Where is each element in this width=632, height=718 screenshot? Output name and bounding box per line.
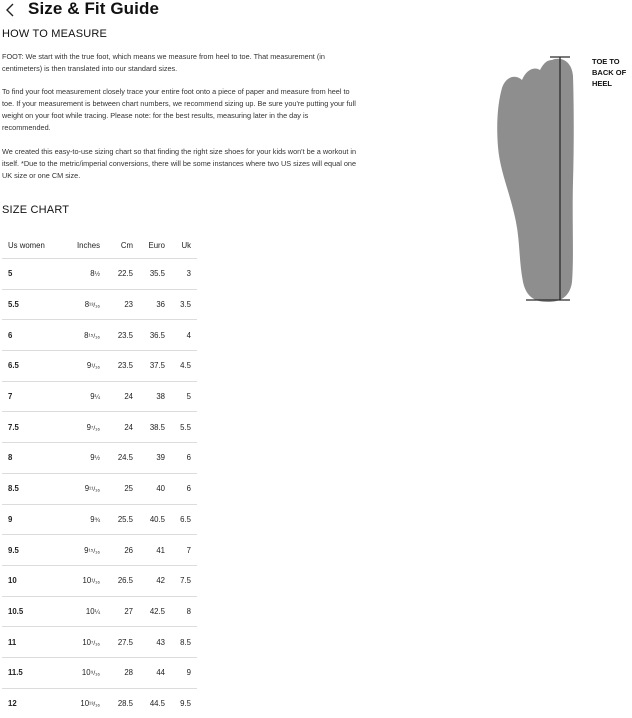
cell-us-women: 8 <box>2 443 68 474</box>
cell-uk: 4.5 <box>165 351 197 382</box>
cell-inches <box>68 657 100 688</box>
table-row <box>2 657 197 688</box>
cell-us-women: 10 <box>2 565 68 596</box>
inches-whole: 9 <box>90 453 94 462</box>
table-row <box>2 596 197 627</box>
tracing-paragraph: To find your foot measurement closely trace your entire foot onto a piece of paper and measure from heel to toe. If your measurement is between chart numbers, we recommend sizing up. Be sure you're putting your full weight on your foot while tracing. Please note: for the best results, measuring later in the day is recommended. <box>2 86 357 134</box>
inches-whole: 8 <box>84 331 88 340</box>
inches-fraction: ⁷/₁₆ <box>91 640 100 647</box>
column-header-uk: Uk <box>165 232 197 259</box>
inches-whole: 9 <box>84 546 88 555</box>
inches-fraction: ⁷/₁₆ <box>91 425 100 432</box>
inches-fraction: ¼ <box>95 609 100 616</box>
header-bar <box>0 0 632 20</box>
inches-whole: 9 <box>90 392 94 401</box>
cell-uk: 8 <box>165 596 197 627</box>
inches-fraction: ¹³/₁₆ <box>89 302 100 309</box>
cell-uk: 8.5 <box>165 627 197 658</box>
cell-inches <box>68 504 100 535</box>
table-row <box>2 443 197 474</box>
table-row <box>2 289 197 320</box>
cell-uk: 9.5 <box>165 688 197 718</box>
cell-us-women: 6 <box>2 320 68 351</box>
cell-us-women: 9 <box>2 504 68 535</box>
cell-us-women: 9.5 <box>2 535 68 566</box>
cell-inches <box>68 320 100 351</box>
inches-whole: 10 <box>82 668 91 677</box>
table-row <box>2 351 197 382</box>
cell-cm: 23 <box>100 289 133 320</box>
cell-uk: 9 <box>165 657 197 688</box>
table-row <box>2 473 197 504</box>
cell-us-women: 10.5 <box>2 596 68 627</box>
table-row <box>2 565 197 596</box>
cell-cm: 27 <box>100 596 133 627</box>
cell-inches <box>68 289 100 320</box>
back-button[interactable] <box>4 2 18 18</box>
cell-cm: 28.5 <box>100 688 133 718</box>
cell-euro: 43 <box>133 627 165 658</box>
cell-inches <box>68 259 100 290</box>
chart-note-paragraph: We created this easy-to-use sizing chart so that finding the right size shoes for your kids won't be a workout in itself. *Due to the metric/imperial conversions, there will be some instances where two US sizes will equal one UK size or one CM size. <box>2 146 357 182</box>
cell-uk: 4 <box>165 320 197 351</box>
table-row <box>2 535 197 566</box>
cell-inches <box>68 565 100 596</box>
cell-uk: 3 <box>165 259 197 290</box>
inches-fraction: ¼ <box>95 394 100 401</box>
inches-fraction: ¹/₁₆ <box>91 578 100 585</box>
cell-euro: 35.5 <box>133 259 165 290</box>
label-line-2: BACK OF <box>592 67 626 78</box>
cell-us-women: 6.5 <box>2 351 68 382</box>
inches-fraction: ¹⁵/₁₆ <box>89 333 100 340</box>
foot-silhouette <box>497 59 574 302</box>
size-chart-heading: SIZE CHART <box>2 204 69 216</box>
cell-inches <box>68 688 100 718</box>
cell-cm: 24.5 <box>100 443 133 474</box>
inches-fraction: ¾ <box>95 517 100 524</box>
cell-euro: 42 <box>133 565 165 596</box>
column-header-inches: Inches <box>68 232 100 259</box>
cell-us-women: 11 <box>2 627 68 658</box>
inches-fraction: ¹¹/₁₆ <box>89 486 100 493</box>
column-header-cm: Cm <box>100 232 133 259</box>
table-row <box>2 627 197 658</box>
inches-fraction: ¹/₁₆ <box>91 363 100 370</box>
cell-us-women: 7 <box>2 381 68 412</box>
cell-inches <box>68 381 100 412</box>
cell-euro: 44 <box>133 657 165 688</box>
inches-fraction: ¹⁵/₁₆ <box>89 548 100 555</box>
inches-whole: 10 <box>80 699 89 708</box>
table-row <box>2 259 197 290</box>
table-row <box>2 688 197 718</box>
cell-us-women: 5 <box>2 259 68 290</box>
toe-to-heel-label <box>592 56 626 89</box>
column-header-euro: Euro <box>133 232 165 259</box>
inches-whole: 10 <box>83 576 92 585</box>
foot-diagram <box>490 52 632 312</box>
cell-inches <box>68 473 100 504</box>
label-line-3: HEEL <box>592 78 626 89</box>
cell-euro: 38.5 <box>133 412 165 443</box>
cell-inches <box>68 443 100 474</box>
foot-measure-illustration <box>490 52 590 312</box>
cell-euro: 37.5 <box>133 351 165 382</box>
cell-cm: 24 <box>100 412 133 443</box>
inches-whole: 9 <box>85 484 89 493</box>
cell-euro: 40 <box>133 473 165 504</box>
cell-euro: 44.5 <box>133 688 165 718</box>
inches-whole: 8 <box>85 300 89 309</box>
cell-uk: 6 <box>165 473 197 504</box>
cell-inches <box>68 627 100 658</box>
how-to-measure-heading: HOW TO MEASURE <box>2 28 107 40</box>
foot-paragraph: FOOT: We start with the true foot, which means we measure from heel to toe. That measurement (in centimeters) is then translated into our standard sizes. <box>2 51 357 75</box>
cell-euro: 40.5 <box>133 504 165 535</box>
cell-euro: 36.5 <box>133 320 165 351</box>
cell-us-women: 5.5 <box>2 289 68 320</box>
cell-euro: 41 <box>133 535 165 566</box>
cell-euro: 38 <box>133 381 165 412</box>
cell-us-women: 8.5 <box>2 473 68 504</box>
table-row <box>2 320 197 351</box>
cell-cm: 27.5 <box>100 627 133 658</box>
cell-uk: 6.5 <box>165 504 197 535</box>
table-row <box>2 381 197 412</box>
cell-cm: 26 <box>100 535 133 566</box>
cell-cm: 26.5 <box>100 565 133 596</box>
cell-uk: 5.5 <box>165 412 197 443</box>
cell-euro: 36 <box>133 289 165 320</box>
cell-us-women: 7.5 <box>2 412 68 443</box>
size-chart-table <box>2 232 197 718</box>
cell-cm: 25 <box>100 473 133 504</box>
page-title: Size & Fit Guide <box>28 0 159 19</box>
table-row <box>2 412 197 443</box>
cell-inches <box>68 351 100 382</box>
cell-euro: 39 <box>133 443 165 474</box>
cell-uk: 7.5 <box>165 565 197 596</box>
cell-cm: 23.5 <box>100 351 133 382</box>
cell-uk: 6 <box>165 443 197 474</box>
cell-inches <box>68 596 100 627</box>
size-chart-header-row <box>2 232 197 259</box>
column-header-us-women: Us women <box>2 232 68 259</box>
inches-fraction: ¹³/₁₆ <box>89 701 100 708</box>
inches-fraction: ½ <box>95 455 100 462</box>
cell-inches <box>68 535 100 566</box>
inches-whole: 8 <box>90 269 94 278</box>
cell-cm: 28 <box>100 657 133 688</box>
inches-whole: 9 <box>87 361 91 370</box>
cell-uk: 7 <box>165 535 197 566</box>
inches-whole: 10 <box>82 638 91 647</box>
cell-us-women: 11.5 <box>2 657 68 688</box>
chevron-left-icon <box>4 2 18 18</box>
size-chart-body <box>2 259 197 718</box>
cell-cm: 22.5 <box>100 259 133 290</box>
label-line-1: TOE TO <box>592 56 626 67</box>
cell-inches <box>68 412 100 443</box>
inches-whole: 9 <box>90 515 94 524</box>
cell-cm: 24 <box>100 381 133 412</box>
cell-uk: 3.5 <box>165 289 197 320</box>
inches-fraction: ½ <box>95 271 100 278</box>
cell-cm: 25.5 <box>100 504 133 535</box>
cell-euro: 42.5 <box>133 596 165 627</box>
cell-uk: 5 <box>165 381 197 412</box>
cell-cm: 23.5 <box>100 320 133 351</box>
inches-fraction: ⁹/₁₆ <box>91 670 100 677</box>
inches-whole: 9 <box>87 423 91 432</box>
inches-whole: 10 <box>86 607 95 616</box>
cell-us-women: 12 <box>2 688 68 718</box>
table-row <box>2 504 197 535</box>
